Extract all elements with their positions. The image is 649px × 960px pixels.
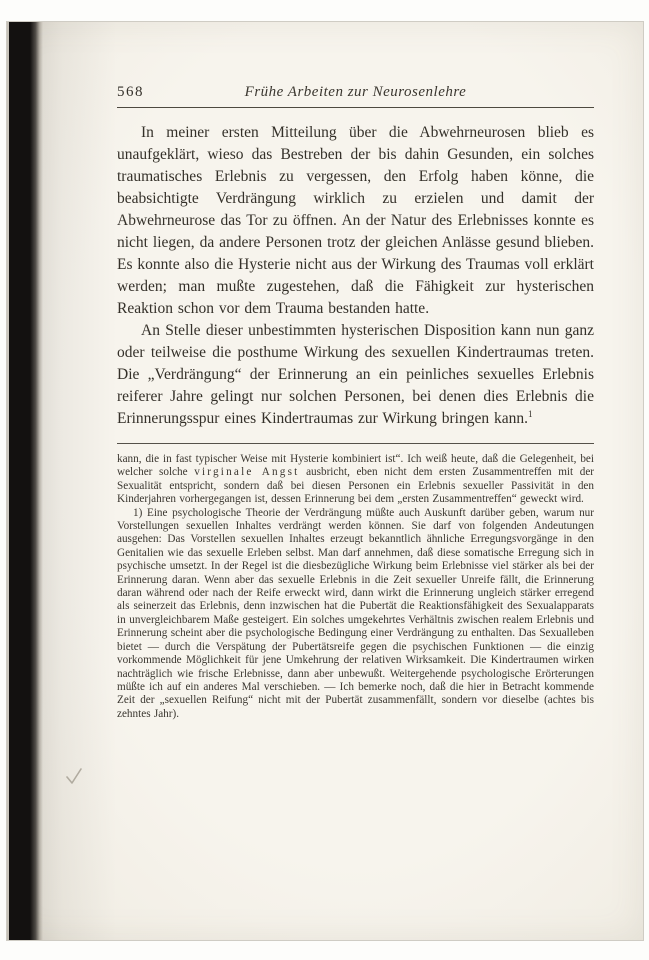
page-number: 568: [117, 84, 144, 100]
footnotes-section: [117, 453, 594, 721]
running-header: [117, 84, 594, 104]
footnote-1: 1) Eine psychologische Theorie der Verdrängung müßte auch Auskunft darüber geben, warum nur Vorstellungen sexuellen Inhaltes verdrängt werden können. Sie darf von folgenden Andeutungen ausgehen: Das Vorstellen sexuellen Inhaltes erzeugt bekanntlich ähnliche Erregungsvorgänge in den Genitalien wie das sexuelle Erleben selbst. Man darf annehmen, daß diese somatische Erregung sich in psychische umsetzt. In der Regel ist die diesbezügliche Wirkung beim Erlebnisse viel stärker als bei der Erinnerung daran. Wenn aber das sexuelle Erlebnis in die Zeit sexueller Unreife fällt, die Erinnerung daran während oder nach der Reife erweckt wird, dann wirkt die Erinnerung ungleich stärker erregend als seinerzeit das Erlebnis, denn inzwischen hat die Pubertät die Reaktionsfähigkeit des Sexualapparats in unvergleichbarem Maße gesteigert. Ein solches umgekehrtes Verhältnis zwischen realem Erlebnis und Erinnerung scheint aber die psychologische Bedingung einer Verdrängung zu enthalten. Das Sexualleben bietet — durch die Verspätung der Pubertätsreife gegen die psychischen Funktionen — die einzig vorkommende Möglichkeit für jene Umkehrung der relativen Wirksamkeit. Die Kindertraumen wirken nachträglich wie frische Erlebnisse, dann aber unbewußt. Weitergehende psychologische Erörterungen müßte ich auf ein anderes Mal verschieben. — Ich bemerke noch, daß die hier in Betracht kommende Zeit der „sexuellen Reifung“ nicht mit der Pubertät zusammenfällt, sondern vor dieselbe (achtes bis zehntes Jahr).: [117, 506, 594, 720]
footnote-separator-rule: [117, 443, 594, 444]
footnote-reference-1: 1: [528, 408, 533, 419]
spaced-emphasis-text: virginale Angst: [194, 466, 300, 479]
book-spine-shadow: [9, 22, 43, 940]
main-text: [117, 122, 594, 430]
header-rule: [117, 107, 594, 108]
footnote-continuation-text-end: ausbricht, eben nicht dem ersten Zusammentreffen mit der Sexualität entspricht, sondern daß bei diesen Personen ein Erlebnis sexueller Passivität in den Kinderjahren vorhergegangen ist, dessen Erinnerung bei dem „ersten Zusammentreffen“ geweckt wird.: [117, 466, 595, 506]
paragraph-1: In meiner ersten Mitteilung über die Abwehrneurosen blieb es unaufgeklärt, wieso das Bestreben der bis dahin Gesunden, ein solches traumatisches Erlebnis zu vergessen, den Erfolg haben könne, die beabsichtigte Verdrängung wirklich zu erzielen und damit der Abwehrneurose das Tor zu öffnen. An der Natur des Erlebnisses konnte es nicht liegen, da andere Personen trotz der gleichen Anlässe gesund blieben. Es konnte also die Hysterie nicht aus der Wirkung des Traumas voll erklärt werden; man mußte zugestehen, daß die Fähigkeit zur hysterischen Reaktion schon vor dem Trauma bestanden hatte.: [117, 124, 594, 317]
footnote-continuation-text: kann, die in fast typischer Weise mit Hysterie kombiniert ist“. Ich weiß heute, daß die Gelegenheit, bei welcher solche: [117, 453, 594, 479]
scanned-page: [7, 22, 643, 940]
paragraph-2-text: An Stelle dieser unbestimmten hysterischen Disposition kann nun ganz oder teilweise die posthume Wirkung des sexuellen Kindertraumas treten. Die „Verdrängung“ der Erinnerung an ein peinliches sexuelles Erlebnis reiferer Jahre gelingt nur solchen Personen, bei denen dies Erlebnis die Erinnerungsspur eines Kindertraumas zur Wirkung bringen kann.: [117, 322, 594, 427]
pencil-checkmark: [65, 766, 87, 786]
running-title: Frühe Arbeiten zur Neurosenlehre: [244, 84, 467, 100]
footnote-continuation: [117, 453, 594, 507]
page-content: [117, 84, 594, 721]
paragraph-2: [117, 320, 594, 430]
